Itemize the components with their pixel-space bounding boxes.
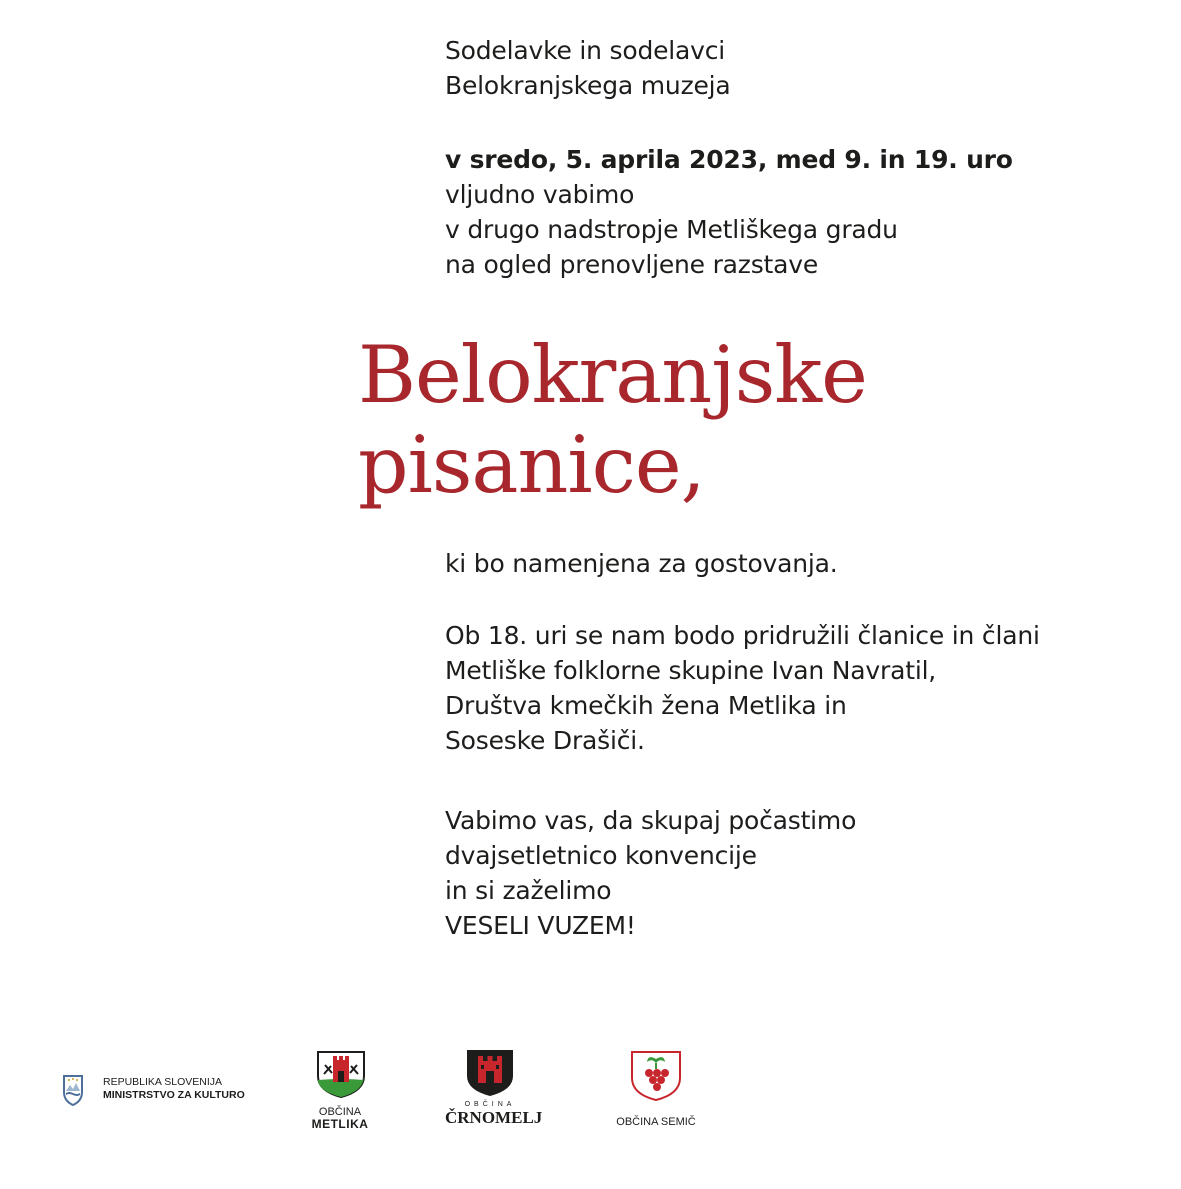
semic-logo: [608, 1050, 704, 1130]
program-line-3: Društva kmečkih žena Metlika in: [445, 691, 847, 720]
metlika-coat-of-arms-icon: [316, 1050, 366, 1098]
event-date: v sredo, 5. aprila 2023, med 9. in 19. uro: [445, 145, 1013, 174]
closing: [445, 803, 856, 943]
crnomelj-logo: [445, 1048, 543, 1128]
greeting-line-2: Belokranjskega muzeja: [445, 71, 731, 100]
crnomelj-line-2: ČRNOMELJ: [445, 1108, 543, 1127]
program-line-4: Soseske Drašiči.: [445, 726, 645, 755]
semic-label: OBČINA SEMIČ: [616, 1116, 696, 1128]
closing-line-4: VESELI VUZEM!: [445, 911, 636, 940]
invitation-line-2: v drugo nadstropje Metliškega gradu: [445, 215, 898, 244]
details-line-1: ki bo namenjena za gostovanja.: [445, 549, 838, 578]
slovenia-coat-of-arms-icon: [62, 1074, 84, 1106]
invitation-line-3: na ogled prenovljene razstave: [445, 250, 819, 279]
ministry-line-2: MINISTRSTVO ZA KULTURO: [103, 1089, 245, 1101]
ministry-line-1: REPUBLIKA SLOVENIJA: [103, 1076, 223, 1088]
program: [445, 618, 1040, 758]
invitation-line-1: vljudno vabimo: [445, 180, 635, 209]
greeting: [445, 33, 731, 103]
crnomelj-coat-of-arms-icon: [465, 1048, 515, 1098]
crnomelj-line-1: OBČINA: [464, 1101, 516, 1108]
details: [445, 546, 838, 581]
metlika-line-1: OBČINA: [318, 1106, 362, 1118]
greeting-line-1: Sodelavke in sodelavci: [445, 36, 726, 65]
program-line-2: Metliške folklorne skupine Ivan Navratil,: [445, 656, 937, 685]
semic-coat-of-arms-icon: [630, 1050, 682, 1102]
ministry-logo: [62, 1073, 262, 1107]
title-line-2: pisanice,: [358, 419, 705, 511]
closing-line-1: Vabimo vas, da skupaj počastimo: [445, 806, 857, 835]
metlika-logo: [308, 1050, 372, 1130]
exhibition-title: [358, 330, 867, 510]
invitation: [445, 142, 1013, 282]
program-line-1: Ob 18. uri se nam bodo pridružili članice in člani: [445, 621, 1040, 650]
closing-line-3: in si zaželimo: [445, 876, 612, 905]
title-line-1: Belokranjske: [358, 329, 867, 421]
metlika-line-2: METLIKA: [311, 1117, 369, 1131]
closing-line-2: dvajsetletnico konvencije: [445, 841, 757, 870]
